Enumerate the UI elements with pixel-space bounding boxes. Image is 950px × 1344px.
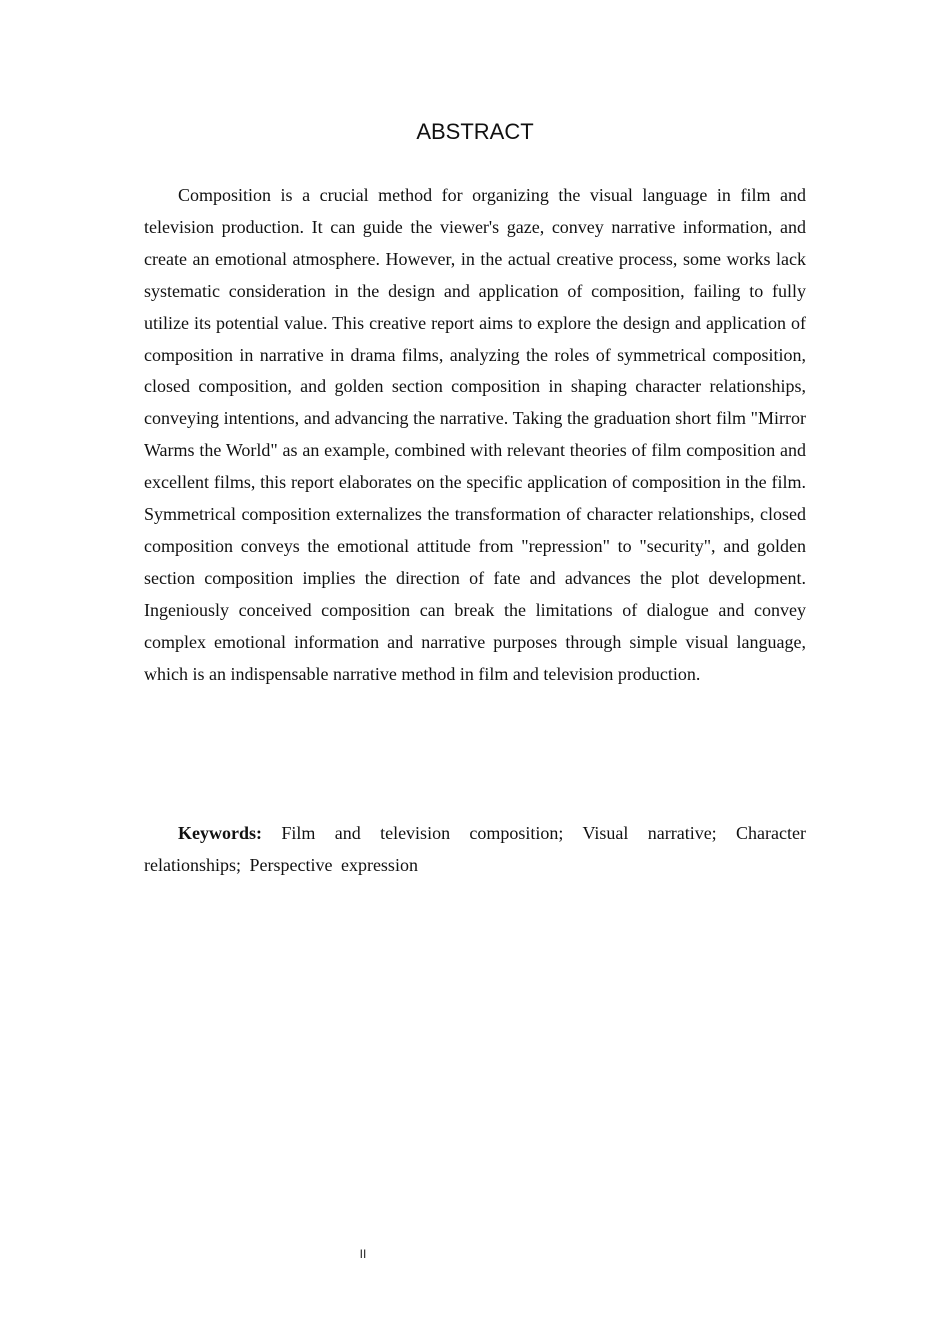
abstract-paragraph: Composition is a crucial method for organizing the visual language in film and television production. It can guide the viewer's gaze, convey narrative information, and create an emotional atmosphere. However, in the actual creative process, some works lack systematic consideration in the design and application of composition, failing to fully utilize its potential value. This creative report aims to explore the design and application of composition in narrative in drama films, analyzing the roles of symmetrical composition, closed composition, and golden section composition in shaping character relationships, conveying intentions, and advancing the narrative. Taking the graduation short film "Mirror Warms the World" as an example, combined with relevant theories of film composition and excellent films, this report elaborates on the specific application of composition in the film. Symmetrical composition externalizes the transformation of character relationships, closed composition conveys the emotional attitude from "repression" to "security", and golden section composition implies the direction of fate and advances the plot development. Ingeniously conceived composition can break the limitations of dialogue and convey complex emotional information and narrative purposes through simple visual language, which is an indispensable narrative method in film and television production.: [144, 185, 806, 684]
page-number: II: [359, 1247, 367, 1261]
keywords-list: Film and television composition; Visual narrative; Character relationships; Perspective expression: [144, 823, 806, 875]
keywords-label: Keywords:: [178, 823, 262, 843]
abstract-title: ABSTRACT: [416, 119, 534, 144]
keywords-paragraph: [144, 818, 806, 882]
